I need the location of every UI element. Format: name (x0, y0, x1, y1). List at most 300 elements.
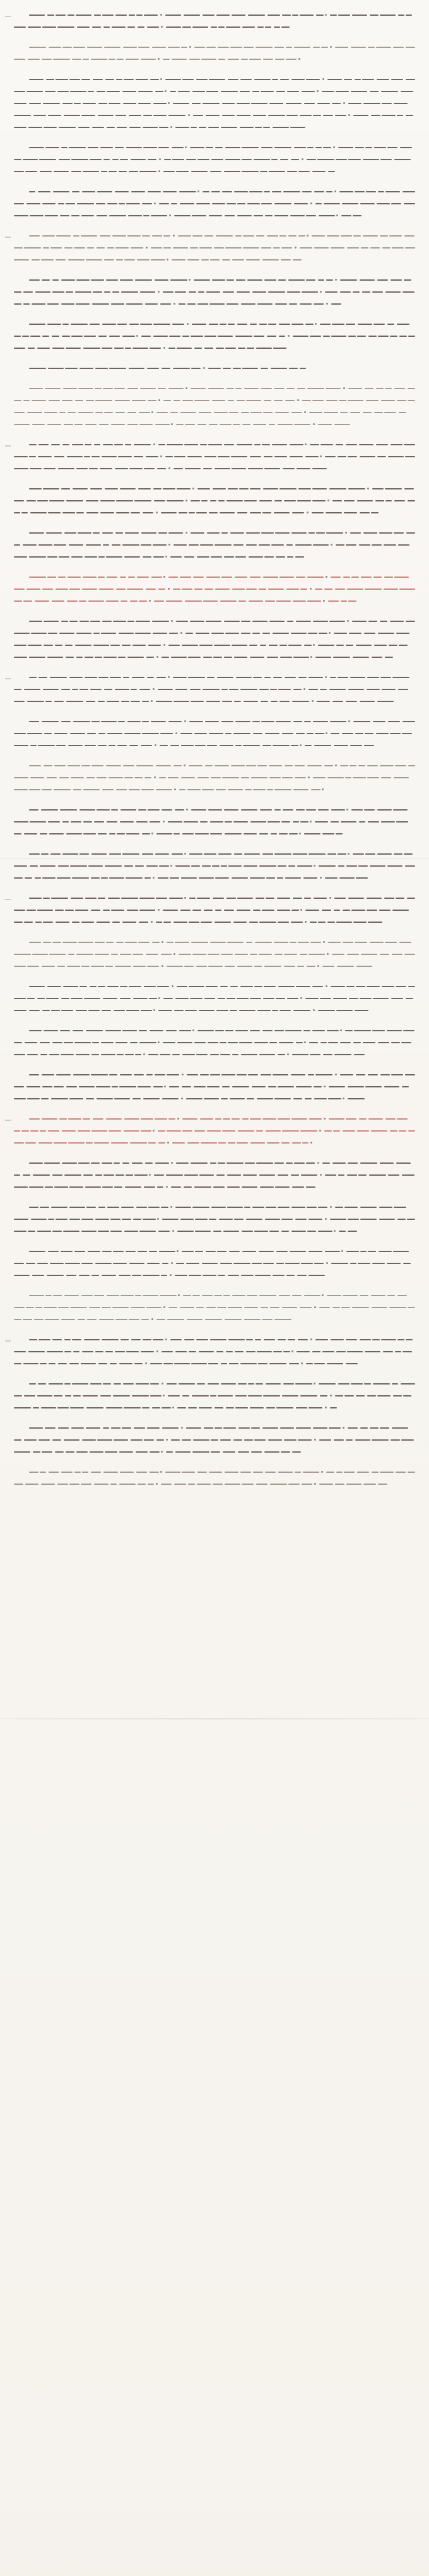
handwritten-stroke (76, 303, 90, 305)
punctuation-mark (136, 335, 138, 337)
handwritten-stroke (115, 1351, 125, 1352)
handwritten-stroke (98, 1207, 105, 1208)
handwritten-stroke (119, 1451, 133, 1453)
handwritten-stroke (142, 203, 152, 204)
margin-mark (5, 237, 11, 238)
handwritten-stroke (380, 1472, 394, 1473)
handwritten-stroke (14, 348, 25, 349)
handwritten-stroke (42, 877, 56, 879)
handwritten-stroke (239, 1042, 252, 1043)
punctuation-mark (197, 190, 199, 192)
handwritten-stroke (274, 809, 281, 811)
handwritten-stroke (37, 1395, 52, 1396)
punctuation-mark (171, 620, 173, 622)
handwritten-stroke (259, 689, 269, 690)
handwritten-stroke (95, 954, 109, 955)
handwritten-stroke (51, 898, 68, 899)
handwritten-stroke (351, 1383, 363, 1385)
handwritten-stroke (251, 1427, 260, 1429)
handwritten-stroke (85, 444, 91, 445)
handwritten-stroke (273, 127, 289, 128)
handwritten-stroke (307, 733, 314, 734)
handwritten-stroke (102, 1339, 119, 1340)
handwritten-stroke (223, 1231, 239, 1232)
handwritten-stroke (372, 657, 382, 658)
handwritten-stroke (14, 91, 25, 92)
handwritten-stroke (156, 765, 171, 766)
handwritten-stroke (14, 1439, 21, 1441)
handwritten-stroke (235, 745, 242, 746)
handwritten-stroke (229, 689, 238, 690)
handwritten-stroke (357, 1472, 369, 1473)
handwritten-stroke (221, 689, 228, 690)
punctuation-mark (327, 953, 329, 955)
handwritten-stroke (110, 1363, 117, 1364)
handwritten-stroke (402, 1086, 409, 1087)
handwritten-stroke (356, 966, 372, 967)
handwritten-stroke (237, 324, 247, 325)
handwritten-stroke (23, 159, 38, 160)
handwritten-stroke (168, 1395, 180, 1396)
handwritten-stroke (49, 500, 64, 501)
handwritten-stroke (339, 877, 355, 879)
handwritten-stroke (98, 733, 105, 734)
handwritten-stroke (172, 324, 184, 325)
handwritten-stroke (98, 1231, 109, 1232)
handwritten-stroke (114, 1098, 130, 1099)
handwritten-stroke (180, 1219, 194, 1220)
handwritten-stroke (143, 127, 158, 128)
punctuation-mark (143, 1053, 145, 1055)
handwritten-stroke (116, 79, 122, 80)
handwritten-stroke (382, 103, 392, 104)
handwritten-stroke (315, 733, 324, 734)
handwritten-stroke (274, 1030, 284, 1031)
handwritten-stroke (101, 1054, 115, 1055)
handwritten-stroke (31, 1219, 47, 1220)
handwritten-stroke (175, 865, 190, 867)
handwritten-stroke (168, 47, 180, 48)
handwritten-stroke (56, 79, 68, 80)
handwritten-stroke (213, 1231, 221, 1232)
handwritten-stroke (338, 865, 344, 867)
handwritten-stroke (142, 733, 159, 734)
handwritten-stroke (97, 215, 107, 216)
handwritten-stroke (165, 79, 181, 80)
handwritten-stroke (69, 1219, 80, 1220)
margin-mark (5, 1120, 11, 1121)
handwritten-stroke (230, 47, 242, 48)
handwritten-stroke (14, 171, 24, 172)
handwritten-stroke (408, 500, 415, 501)
handwritten-stroke (118, 721, 125, 722)
handwritten-stroke (298, 1439, 312, 1441)
handwritten-stroke (114, 1162, 120, 1164)
handwritten-stroke (282, 733, 293, 734)
handwritten-stroke (214, 645, 230, 646)
handwritten-stroke (296, 1407, 307, 1408)
handwritten-stroke (47, 777, 57, 778)
handwritten-stroke (392, 1427, 408, 1429)
handwritten-stroke (288, 279, 305, 281)
punctuation-mark (161, 1451, 163, 1453)
handwritten-stroke (191, 1363, 207, 1364)
handwritten-stroke (288, 865, 295, 867)
handwritten-stroke (309, 689, 318, 690)
handwritten-stroke (91, 765, 103, 766)
handwritten-stroke (209, 1472, 222, 1473)
handwritten-stroke (372, 1030, 385, 1031)
handwritten-stroke (69, 1484, 79, 1485)
handwritten-stroke (189, 721, 203, 722)
handwritten-stroke (117, 1054, 124, 1055)
handwritten-stroke (192, 1451, 209, 1453)
handwritten-stroke (340, 291, 351, 293)
handwritten-stroke (302, 1484, 312, 1485)
handwritten-stroke (303, 1030, 310, 1031)
handwritten-stroke (216, 1010, 228, 1011)
punctuation-mark (324, 1118, 326, 1120)
handwritten-stroke (153, 103, 167, 104)
handwritten-stroke (101, 1042, 114, 1043)
handwritten-stroke (243, 1174, 257, 1176)
handwritten-stroke (69, 1363, 79, 1364)
handwritten-stroke (244, 701, 258, 702)
handwritten-stroke (366, 191, 376, 192)
handwritten-stroke (300, 588, 307, 590)
handwritten-stroke (389, 1307, 406, 1308)
handwritten-stroke (77, 203, 94, 204)
text-line (14, 440, 415, 450)
handwritten-stroke (24, 1395, 35, 1396)
punctuation-mark (163, 821, 165, 823)
handwritten-stroke (29, 809, 38, 811)
handwritten-stroke (117, 324, 127, 325)
handwritten-stroke (288, 235, 297, 237)
handwritten-stroke (189, 512, 195, 513)
handwritten-stroke (129, 15, 135, 16)
handwritten-stroke (202, 789, 214, 790)
handwritten-stroke (259, 1251, 274, 1252)
handwritten-stroke (64, 1439, 79, 1441)
handwritten-stroke (112, 235, 126, 237)
handwritten-stroke (221, 532, 228, 534)
handwritten-stroke (59, 1118, 67, 1120)
handwritten-stroke (348, 1427, 358, 1429)
handwritten-stroke (363, 159, 379, 160)
punctuation-mark (170, 126, 172, 128)
handwritten-stroke (291, 79, 305, 80)
handwritten-stroke (237, 291, 250, 293)
handwritten-stroke (60, 1030, 70, 1031)
handwritten-stroke (360, 701, 375, 702)
handwritten-stroke (341, 600, 347, 602)
handwritten-stroke (398, 544, 409, 546)
handwritten-stroke (138, 47, 150, 48)
handwritten-stroke (360, 1207, 377, 1208)
handwritten-stroke (170, 279, 187, 281)
handwritten-stroke (376, 733, 389, 734)
handwritten-stroke (163, 910, 178, 911)
handwritten-stroke (68, 954, 74, 955)
handwritten-stroke (379, 1219, 395, 1220)
handwritten-stroke (233, 821, 248, 823)
handwritten-stroke (163, 191, 177, 192)
handwritten-stroke (72, 922, 79, 923)
handwritten-stroke (340, 1042, 351, 1043)
handwritten-stroke (83, 59, 89, 60)
handwritten-stroke (275, 59, 285, 60)
handwritten-stroke (246, 588, 257, 590)
handwritten-stroke (388, 1174, 399, 1176)
handwritten-stroke (350, 745, 362, 746)
handwritten-stroke (314, 303, 324, 305)
handwritten-stroke (85, 677, 97, 678)
handwritten-stroke (79, 1275, 90, 1276)
handwritten-stroke (267, 235, 278, 237)
handwritten-stroke (221, 865, 227, 867)
handwritten-stroke (29, 898, 42, 899)
handwritten-stroke (379, 1251, 392, 1252)
handwritten-stroke (312, 986, 323, 987)
handwritten-stroke (115, 247, 129, 249)
handwritten-stroke (106, 279, 118, 281)
punctuation-mark (153, 688, 155, 690)
handwritten-stroke (257, 1351, 272, 1352)
handwritten-stroke (241, 1054, 257, 1055)
handwritten-stroke (26, 203, 40, 204)
handwritten-stroke (261, 247, 271, 249)
handwritten-stroke (325, 1251, 340, 1252)
handwritten-stroke (14, 1307, 25, 1308)
handwritten-stroke (79, 853, 89, 855)
handwritten-stroke (370, 91, 379, 92)
text-line (14, 1038, 415, 1048)
handwritten-stroke (285, 1263, 300, 1264)
handwritten-stroke (333, 998, 347, 999)
handwritten-stroke (227, 1186, 240, 1188)
handwritten-stroke (182, 1086, 191, 1087)
handwritten-stroke (119, 633, 134, 634)
handwritten-stroke (392, 247, 404, 249)
text-line (14, 773, 415, 783)
handwritten-stroke (35, 1307, 42, 1308)
handwritten-stroke (250, 1118, 261, 1120)
handwritten-stroke (64, 424, 73, 425)
handwritten-stroke (356, 1395, 365, 1396)
handwritten-stroke (261, 721, 274, 722)
handwritten-stroke (14, 468, 28, 469)
margin-mark (5, 1340, 11, 1342)
handwritten-stroke (23, 600, 32, 602)
handwritten-stroke (315, 147, 322, 148)
handwritten-stroke (248, 1383, 254, 1385)
punctuation-mark (314, 1439, 316, 1441)
handwritten-stroke (334, 898, 346, 899)
handwritten-stroke (220, 1263, 232, 1264)
handwritten-stroke (291, 324, 303, 325)
handwritten-stroke (360, 1339, 371, 1340)
handwritten-stroke (348, 1162, 358, 1164)
handwritten-stroke (119, 1363, 132, 1364)
handwritten-stroke (44, 468, 56, 469)
handwritten-stroke (203, 15, 214, 16)
handwritten-stroke (214, 412, 228, 413)
handwritten-stroke (165, 1472, 180, 1473)
handwritten-stroke (78, 532, 91, 534)
handwritten-stroke (76, 1054, 90, 1055)
handwritten-stroke (153, 556, 164, 558)
handwritten-stroke (142, 833, 150, 834)
handwritten-stroke (254, 79, 271, 80)
handwritten-stroke (356, 877, 368, 879)
punctuation-mark (182, 1074, 184, 1075)
handwritten-stroke (302, 191, 312, 192)
punctuation-mark (323, 600, 325, 602)
handwritten-stroke (31, 633, 47, 634)
handwritten-stroke (237, 203, 245, 204)
handwritten-stroke (139, 1231, 156, 1232)
handwritten-stroke (278, 1207, 290, 1208)
handwritten-stroke (319, 1484, 333, 1485)
handwritten-stroke (105, 1451, 117, 1453)
handwritten-stroke (344, 500, 355, 501)
handwritten-stroke (224, 556, 234, 558)
handwritten-stroke (151, 577, 162, 578)
punctuation-mark (168, 467, 170, 469)
handwritten-stroke (281, 1142, 290, 1144)
handwritten-stroke (167, 500, 184, 501)
handwritten-stroke (315, 588, 322, 590)
handwritten-stroke (99, 424, 109, 425)
handwritten-stroke (309, 1251, 322, 1252)
handwritten-stroke (59, 777, 69, 778)
handwritten-stroke (86, 777, 95, 778)
punctuation-mark (348, 853, 350, 855)
handwritten-stroke (76, 657, 83, 658)
handwritten-stroke (313, 621, 328, 622)
handwritten-stroke (28, 1231, 35, 1232)
handwritten-stroke (98, 577, 105, 578)
handwritten-stroke (378, 191, 384, 192)
punctuation-mark (297, 399, 299, 401)
handwritten-stroke (199, 645, 213, 646)
handwritten-stroke (131, 689, 137, 690)
handwritten-stroke (182, 400, 193, 401)
handwritten-stroke (161, 1275, 167, 1276)
handwritten-stroke (153, 324, 170, 325)
handwritten-stroke (367, 986, 380, 987)
handwritten-stroke (173, 765, 182, 766)
handwritten-stroke (237, 966, 252, 967)
handwritten-stroke (206, 91, 218, 92)
handwritten-stroke (189, 59, 200, 60)
handwritten-stroke (361, 247, 368, 249)
handwritten-stroke (377, 853, 392, 855)
handwritten-stroke (294, 47, 310, 48)
handwritten-stroke (129, 789, 140, 790)
handwritten-stroke (130, 600, 138, 602)
handwritten-stroke (220, 986, 228, 987)
handwritten-stroke (300, 303, 312, 305)
handwritten-stroke (398, 15, 404, 16)
punctuation-mark (160, 78, 162, 80)
handwritten-stroke (281, 247, 292, 249)
text-line (14, 464, 415, 474)
handwritten-stroke (97, 1098, 113, 1099)
handwritten-stroke (45, 1427, 56, 1429)
handwritten-stroke (281, 1451, 290, 1453)
handwritten-stroke (269, 777, 281, 778)
handwritten-stroke (264, 966, 281, 967)
handwritten-stroke (298, 1339, 308, 1340)
handwritten-stroke (119, 1275, 131, 1276)
punctuation-mark (162, 1383, 163, 1385)
handwritten-stroke (89, 468, 98, 469)
handwritten-stroke (71, 324, 88, 325)
handwritten-stroke (146, 588, 156, 590)
handwritten-stroke (38, 677, 47, 678)
handwritten-stroke (269, 171, 285, 172)
handwritten-stroke (71, 171, 81, 172)
handwritten-stroke (115, 15, 127, 16)
handwritten-stroke (221, 954, 233, 955)
handwritten-stroke (225, 966, 235, 967)
handwritten-stroke (182, 1118, 197, 1120)
handwritten-stroke (53, 59, 70, 60)
handwritten-stroke (210, 171, 221, 172)
handwritten-stroke (86, 1207, 96, 1208)
handwritten-stroke (354, 1030, 371, 1031)
handwritten-stroke (222, 777, 239, 778)
handwritten-stroke (139, 1042, 156, 1043)
handwritten-stroke (380, 677, 391, 678)
handwritten-stroke (254, 215, 263, 216)
handwritten-stroke (194, 1042, 206, 1043)
handwritten-stroke (277, 898, 290, 899)
handwritten-stroke (320, 1395, 327, 1396)
handwritten-stroke (256, 235, 264, 237)
punctuation-mark (177, 1250, 179, 1252)
handwritten-stroke (100, 1395, 111, 1396)
handwritten-stroke (28, 645, 42, 646)
punctuation-mark (334, 1230, 336, 1232)
handwritten-stroke (259, 865, 276, 867)
handwritten-stroke (352, 1307, 369, 1308)
handwritten-stroke (204, 456, 216, 457)
punctuation-mark (184, 897, 186, 899)
handwritten-stroke (29, 986, 45, 987)
handwritten-stroke (206, 291, 220, 293)
handwritten-stroke (234, 191, 248, 192)
handwritten-stroke (72, 877, 89, 879)
handwritten-stroke (346, 1251, 359, 1252)
handwritten-stroke (220, 745, 233, 746)
handwritten-stroke (45, 388, 61, 389)
handwritten-stroke (160, 1054, 170, 1055)
handwritten-stroke (228, 324, 235, 325)
handwritten-stroke (156, 922, 162, 923)
handwritten-stroke (356, 645, 372, 646)
handwritten-stroke (240, 1363, 257, 1364)
punctuation-mark (168, 676, 170, 678)
handwritten-stroke (161, 1484, 172, 1485)
handwritten-stroke (295, 556, 304, 558)
handwritten-stroke (218, 336, 233, 337)
handwritten-stroke (44, 1307, 57, 1308)
punctuation-mark (203, 367, 205, 369)
handwritten-stroke (408, 765, 415, 766)
